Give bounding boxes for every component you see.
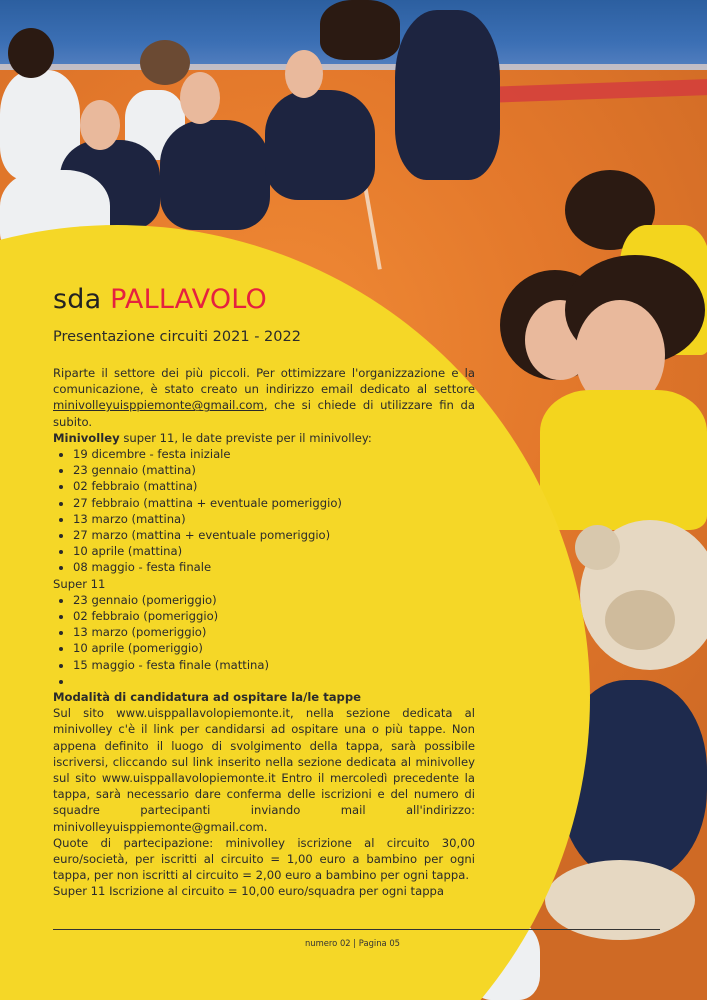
- footer-divider: [53, 929, 660, 930]
- quote-paragraph: Quote di partecipazione: minivolley iscrizione al circuito 30,00 euro/società, per iscritti al circuito = 1,00 euro a bambino per ogni tappa, per non iscritti al circuito = 2,00 euro a bambino per ogni tappa.: [53, 835, 475, 883]
- player-hair: [8, 28, 54, 78]
- player-yellow-shirt: [540, 390, 707, 530]
- player-figure: [160, 120, 270, 230]
- teddy-bear-legs: [545, 860, 695, 940]
- candidatura-heading: [53, 689, 475, 705]
- super11-heading: Super 11: [53, 576, 106, 591]
- list-item: • 15 maggio - festa finale (mattina): [73, 657, 475, 673]
- minivolley-heading-text: super 11, le date previste per il minivolley:: [119, 430, 372, 445]
- player-figure: [395, 10, 500, 180]
- page-number: numero 02 | Pagina 05: [305, 938, 400, 948]
- list-item: • 27 marzo (mattina + eventuale pomeriggio): [73, 527, 475, 543]
- list-item: • 02 febbraio (pomeriggio): [73, 608, 475, 624]
- list-item-empty: [73, 673, 475, 689]
- player-hair: [140, 40, 190, 85]
- list-item: • 23 gennaio (pomeriggio): [73, 592, 475, 608]
- minivolley-label: Minivolley: [53, 430, 120, 445]
- super11-fee: Super 11 Iscrizione al circuito = 10,00 euro/squadra per ogni tappa: [53, 884, 445, 899]
- intro-text: Riparte il settore dei più piccoli. Per ottimizzare l'organizzazione e la comunicazione, è stato creato un indirizzo email dedicato al settore: [53, 366, 475, 397]
- candidatura-body: Sul sito www.uisppallavolopiemonte.it, nella sezione dedicata al minivolley c'è il link per candidarsi ad ospitare una o più tappe. Non appena definito il luogo di svolgimento della tappa, sarà possibile iscriversi, cliccando sul link inserito nella sezione dedicata al minivolley sul sito www.uisppallavolopiemonte.it Entro il mercoledì precedente la tappa, sarà necessario dare conferma delle iscrizioni e del numero di squadre partecipanti inviando mail all'indirizzo: minivolleyuisppiemonte@gmail.com.: [53, 706, 475, 834]
- list-item: • 08 maggio - festa finale: [73, 559, 475, 575]
- player-face: [80, 100, 120, 150]
- minivolley-heading: [53, 430, 475, 446]
- court-line: [0, 64, 707, 70]
- list-item: • 02 febbraio (mattina): [73, 478, 475, 494]
- intro-paragraph: [53, 365, 475, 430]
- player-face: [180, 72, 220, 124]
- minivolley-dates: [53, 446, 475, 576]
- list-item: • 10 aprile (pomeriggio): [73, 640, 475, 656]
- teddy-bear-ear: [575, 525, 620, 570]
- candidatura-heading-text: Modalità di candidatura ad ospitare la/le tappe: [53, 690, 362, 705]
- player-figure: [265, 90, 375, 200]
- article: [53, 284, 475, 900]
- list-item: • 23 gennaio (mattina): [73, 462, 475, 478]
- player-face: [285, 50, 323, 98]
- teddy-bear-muzzle: [605, 590, 675, 650]
- list-item: • 19 dicembre - festa iniziale: [73, 446, 475, 462]
- list-item: • 27 febbraio (mattina + eventuale pomeriggio): [73, 495, 475, 511]
- list-item: • 13 marzo (mattina): [73, 511, 475, 527]
- intro-text-end: , che si chiede di utilizzare fin da subito.: [53, 398, 475, 429]
- title-prefix: sda: [53, 284, 102, 315]
- player-figure: [320, 0, 400, 60]
- page-title: [53, 284, 475, 315]
- page-subtitle: Presentazione circuiti 2021 - 2022: [53, 329, 301, 345]
- title-accent: PALLAVOLO: [110, 284, 268, 315]
- email-link[interactable]: minivolleyuisppiemonte@gmail.com: [53, 398, 264, 413]
- list-item: • 13 marzo (pomeriggio): [73, 624, 475, 640]
- super11-dates: [53, 592, 475, 689]
- list-item: • 10 aprile (mattina): [73, 543, 475, 559]
